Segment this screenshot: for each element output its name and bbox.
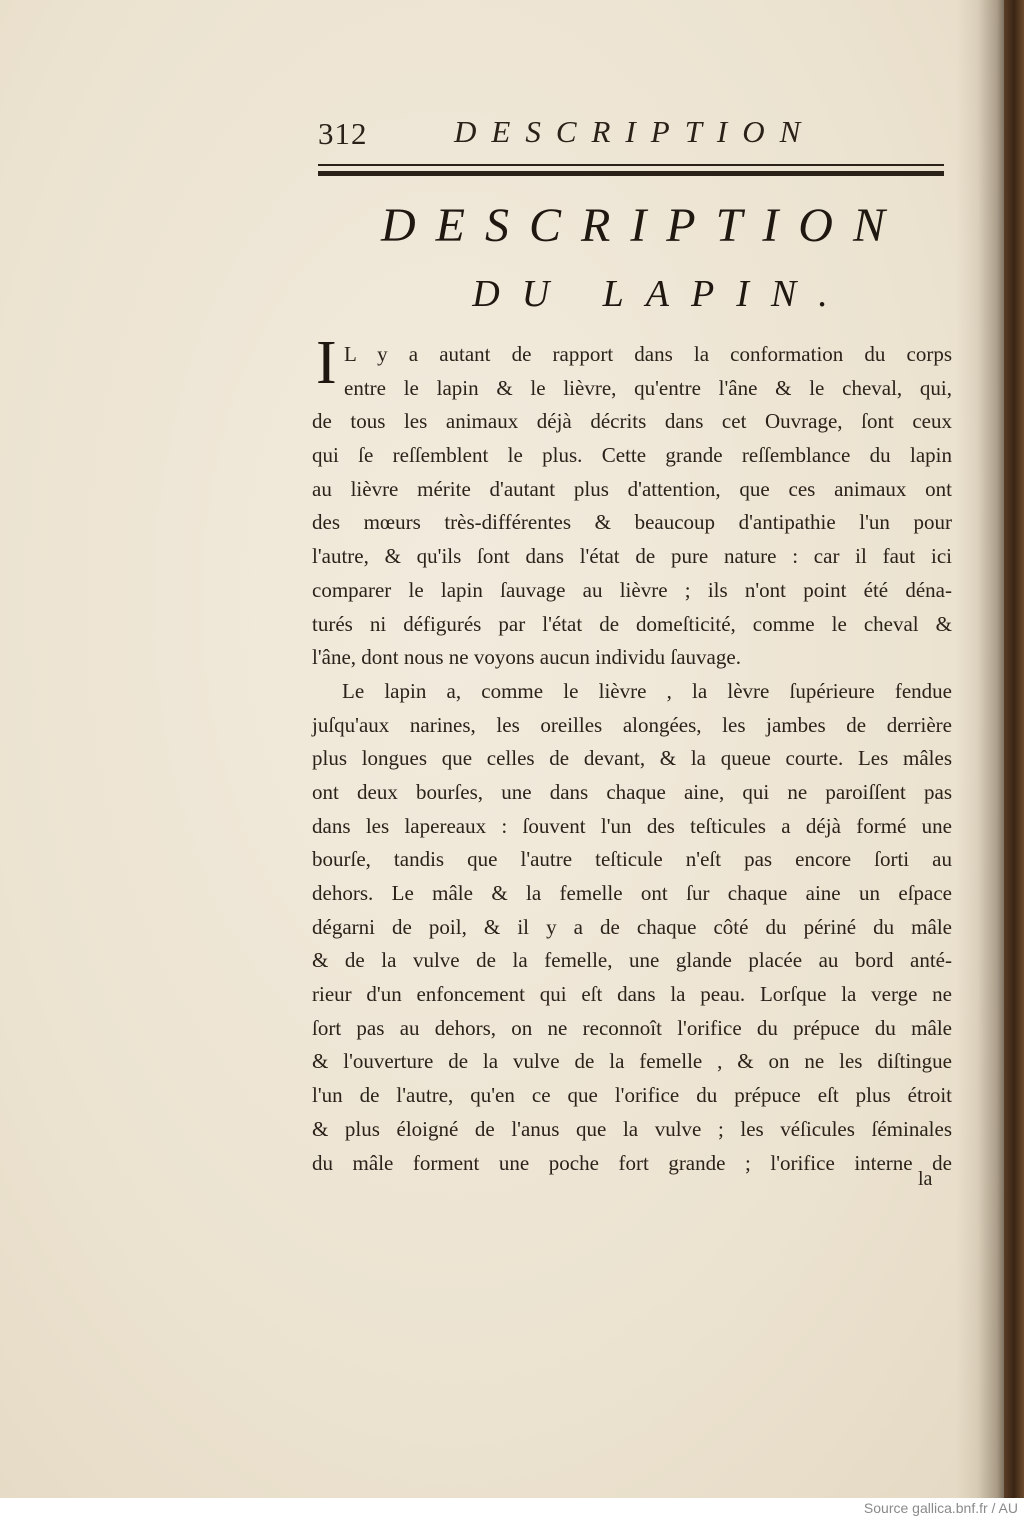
catchword: la: [918, 1168, 933, 1190]
text-line: au lièvre mérite d'autant plus d'attention, que ces animaux ont: [312, 476, 952, 501]
text-line: dehors. Le mâle & la femelle ont ſur chaque aine un eſpace: [312, 881, 952, 905]
text-line: & de la vulve de la femelle, une glande placée au bord anté-: [312, 948, 952, 973]
book-binding: [1004, 0, 1024, 1498]
text-line: de tous les animaux déjà décrits dans cet Ouvrage, ſont ceux: [312, 409, 952, 434]
text-line: dans les lapereaux : ſouvent l'un des teſticules a déjà formé une: [312, 813, 952, 838]
drop-cap: I: [316, 329, 337, 397]
text-line: dégarni de poil, & il y a de chaque côté du périné du mâle: [312, 914, 952, 939]
text-line: qui ſe reſſemblent le plus. Cette grande reſſemblance du lapin: [312, 443, 952, 468]
text-line: l'un de l'autre, qu'en ce que l'orifice du prépuce eſt plus étroit: [312, 1083, 952, 1108]
text-line: ont deux bourſes, une dans chaque aine, qui ne paroiſſent pas: [312, 779, 952, 804]
page-header: [318, 112, 944, 158]
text-line: l'autre, & qu'ils ſont dans l'état de pure nature : car il faut ici: [312, 544, 952, 569]
text-line: comparer le lapin ſauvage au lièvre ; ils n'ont point été déna-: [312, 577, 952, 602]
page-number: 312: [318, 116, 368, 151]
body-text: [312, 338, 952, 1180]
text-line: & l'ouverture de la vulve de la femelle , & on ne les diſtingue: [312, 1049, 952, 1074]
text-line: l'âne, dont nous ne voyons aucun individu ſauvage.: [312, 645, 741, 670]
text-line: Le lapin a, comme le lièvre , la lèvre ſupérieure fendue: [342, 678, 952, 703]
header-rule-thin: [318, 164, 944, 166]
text-line: turés ni défigurés par l'état de domeſticité, comme le cheval &: [312, 611, 952, 636]
text-line: des mœurs très-différentes & beaucoup d'antipathie l'un pour: [312, 510, 952, 535]
text-line: bourſe, tandis que l'autre teſticule n'eſt pas encore ſorti au: [312, 847, 952, 872]
text-line: rieur d'un enfoncement qui eſt dans la peau. Lorſque la verge ne: [312, 982, 952, 1007]
chapter-title: DESCRIPTION: [381, 199, 905, 252]
text-line: plus longues que celles de devant, & la queue courte. Les mâles: [312, 746, 952, 771]
text-line: & plus éloigné de l'anus que la vulve ; les véſicules ſéminales: [312, 1116, 952, 1141]
chapter-subtitle: DU LAPIN.: [472, 273, 850, 315]
header-rule-thick: [318, 171, 944, 176]
running-head: DESCRIPTION: [454, 114, 816, 149]
text-line: du mâle forment une poche fort grande ; l'orifice interne de: [312, 1150, 952, 1175]
text-line: ſort pas au dehors, on ne reconnoît l'orifice du prépuce du mâle: [312, 1015, 952, 1040]
text-line: L y a autant de rapport dans la conformation du corps: [344, 342, 952, 366]
source-credit: Source gallica.bnf.fr / AU: [863, 1500, 1018, 1516]
page-gutter-shadow: [956, 0, 1004, 1498]
text-line: juſqu'aux narines, les oreilles alongées, les jambes de derrière: [312, 712, 952, 737]
text-line: entre le lapin & le lièvre, qu'entre l'âne & le cheval, qui,: [344, 375, 952, 400]
